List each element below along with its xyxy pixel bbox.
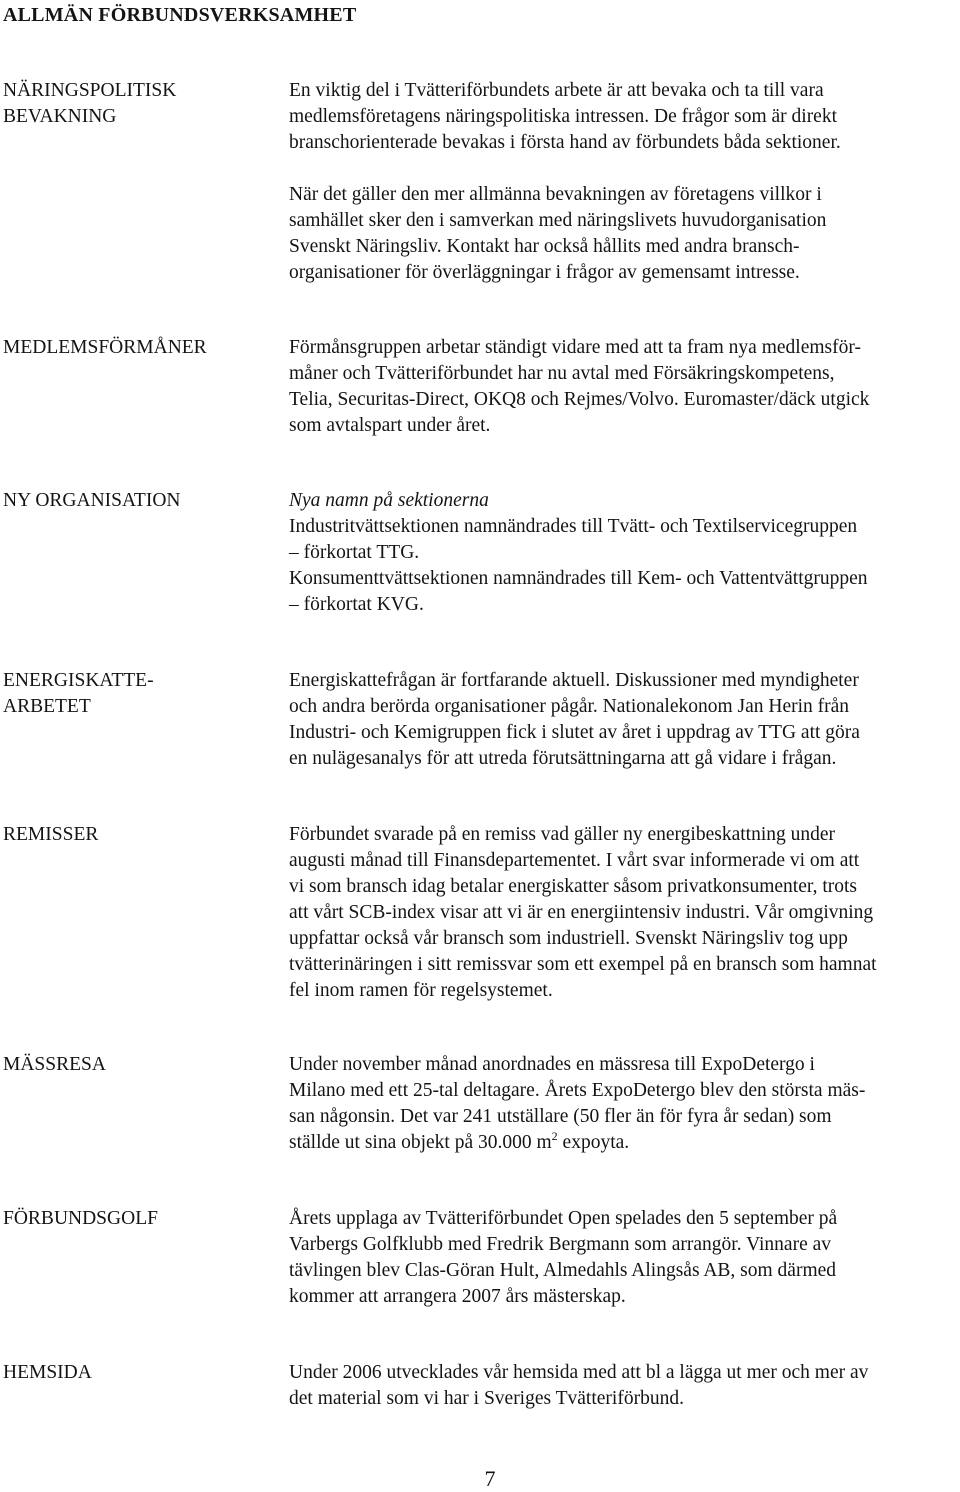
text-line: Förbundet svarade på en remiss vad gäller ny energibeskattning under bbox=[289, 824, 836, 845]
section-body-massresa bbox=[289, 1052, 960, 1156]
paragraph bbox=[289, 1360, 960, 1412]
section-label-energiskattearbetet bbox=[3, 668, 154, 720]
text-line: Milano med ett 25-tal deltagare. Årets ExpoDetergo blev den största mäs- bbox=[289, 1080, 866, 1101]
label-line: MEDLEMSFÖRMÅNER bbox=[3, 337, 207, 358]
text-line: Konsumenttvättsektionen namnändrades till Kem- och Vattentvättgruppen bbox=[289, 568, 868, 589]
text-line: uppfattar också vår bransch som industriell. Svenskt Näringsliv tog upp bbox=[289, 928, 848, 949]
section-body-forbundsgolf bbox=[289, 1206, 960, 1310]
paragraph bbox=[289, 822, 960, 1004]
text-line: Telia, Securitas-Direct, OKQ8 och Rejmes/Volvo. Euromaster/däck utgick bbox=[289, 389, 870, 410]
text-line: Under 2006 utvecklades vår hemsida med att bl a lägga ut mer och mer av bbox=[289, 1362, 869, 1383]
text-line: När det gäller den mer allmänna bevakningen av företagens villkor i bbox=[289, 184, 822, 205]
section-body-naringspolitisk-bevakning bbox=[289, 78, 960, 286]
text-line: fel inom ramen för regelsystemet. bbox=[289, 980, 553, 1001]
text-line: Energiskattefrågan är fortfarande aktuell. Diskussioner med myndigheter bbox=[289, 670, 859, 691]
text-line: – förkortat TTG. bbox=[289, 542, 420, 563]
section-body-medlemsformaner bbox=[289, 335, 960, 439]
label-line: REMISSER bbox=[3, 824, 99, 845]
text-line: Svenskt Näringsliv. Kontakt har också hållits med andra bransch- bbox=[289, 236, 800, 257]
text-line: organisationer för överläggningar i frågor av gemensamt intresse. bbox=[289, 262, 800, 283]
text-line: en nulägesanalys för att utreda förutsättningarna att gå vidare i frågan. bbox=[289, 748, 837, 769]
text-line: vi som bransch idag betalar energiskatter såsom privatkonsumenter, trots bbox=[289, 876, 858, 897]
label-line: NÄRINGSPOLITISK bbox=[3, 80, 177, 101]
paragraph bbox=[289, 78, 960, 156]
text-line: Varbergs Golfklubb med Fredrik Bergmann som arrangör. Vinnare av bbox=[289, 1234, 832, 1255]
paragraph bbox=[289, 668, 960, 772]
text-line: det material som vi har i Sveriges Tvätteriförbund. bbox=[289, 1388, 684, 1409]
section-label-remisser bbox=[3, 822, 98, 848]
text-line: augusti månad till Finansdepartementet. I vårt svar informerade vi om att bbox=[289, 850, 860, 871]
text-line: En viktig del i Tvätteriförbundets arbete är att bevaka och ta till vara bbox=[289, 80, 824, 101]
label-line: NY ORGANISATION bbox=[3, 490, 181, 511]
paragraph bbox=[289, 1052, 960, 1156]
text-line: Industritvättsektionen namnändrades till Tvätt- och Textilservicegruppen bbox=[289, 516, 858, 537]
section-label-naringspolitisk-bevakning bbox=[3, 78, 176, 130]
section-label-ny-organisation bbox=[3, 488, 180, 514]
label-line: ENERGISKATTE- bbox=[3, 670, 154, 691]
text-line: branschorienterade bevakas i första hand av förbundets båda sektioner. bbox=[289, 132, 841, 153]
label-line: BEVAKNING bbox=[3, 106, 117, 127]
text-line: tävlingen blev Clas-Göran Hult, Almedahls Alingsås AB, som därmed bbox=[289, 1260, 837, 1281]
paragraph bbox=[289, 1206, 960, 1310]
section-label-massresa bbox=[3, 1052, 106, 1078]
section-body-ny-organisation bbox=[289, 488, 960, 618]
text-line: kommer att arrangera 2007 års mästerskap. bbox=[289, 1286, 626, 1307]
text-line: Förmånsgruppen arbetar ständigt vidare med att ta fram nya medlemsför- bbox=[289, 337, 861, 358]
text-line: att vårt SCB-index visar att vi är en energiintensiv industri. Vår omgivning bbox=[289, 902, 874, 923]
text-line: Årets upplaga av Tvätteriförbundet Open spelades den 5 september på bbox=[289, 1208, 838, 1229]
text-line: samhället sker den i samverkan med näringslivets huvudorganisation bbox=[289, 210, 827, 231]
label-line: FÖRBUNDSGOLF bbox=[3, 1208, 158, 1229]
text-line: Under november månad anordnades en mässresa till ExpoDetergo i bbox=[289, 1054, 815, 1075]
label-line: MÄSSRESA bbox=[3, 1054, 106, 1075]
section-label-medlemsformaner bbox=[3, 335, 207, 361]
section-body-energiskattearbetet bbox=[289, 668, 960, 772]
label-line: ARBETET bbox=[3, 696, 91, 717]
text-line bbox=[289, 1130, 960, 1156]
text-line: medlemsföretagens näringspolitiska intressen. De frågor som är direkt bbox=[289, 106, 838, 127]
section-body-hemsida bbox=[289, 1360, 960, 1412]
page-number: 7 bbox=[484, 1466, 496, 1491]
text-line: måner och Tvätteriförbundet har nu avtal med Försäkringskompetens, bbox=[289, 363, 835, 384]
text-line: tvätterinäringen i sitt remissvar som ett exempel på en bransch som hamnat bbox=[289, 954, 877, 975]
text-line: Industri- och Kemigruppen fick i slutet av året i uppdrag av TTG att göra bbox=[289, 722, 860, 743]
text-line: – förkortat KVG. bbox=[289, 594, 424, 615]
section-label-forbundsgolf bbox=[3, 1206, 158, 1232]
subheading: Nya namn på sektionerna bbox=[289, 490, 489, 511]
text-line: san någonsin. Det var 241 utställare (50 fler än för fyra år sedan) som bbox=[289, 1106, 832, 1127]
text-segment: expoyta. bbox=[557, 1132, 630, 1153]
text-line: som avtalspart under året. bbox=[289, 415, 491, 436]
section-body-remisser bbox=[289, 822, 960, 1004]
paragraph bbox=[289, 335, 960, 439]
text-segment: ställde ut sina objekt på 30.000 m bbox=[289, 1132, 552, 1153]
text-line: och andra berörda organisationer pågår. Nationalekonom Jan Herin från bbox=[289, 696, 850, 717]
paragraph bbox=[289, 514, 960, 618]
label-line: HEMSIDA bbox=[3, 1362, 92, 1383]
section-label-hemsida bbox=[3, 1360, 92, 1386]
paragraph bbox=[289, 182, 960, 286]
superscript: 2 bbox=[551, 1129, 558, 1143]
page-title: ALLMÄN FÖRBUNDSVERKSAMHET bbox=[3, 4, 357, 26]
